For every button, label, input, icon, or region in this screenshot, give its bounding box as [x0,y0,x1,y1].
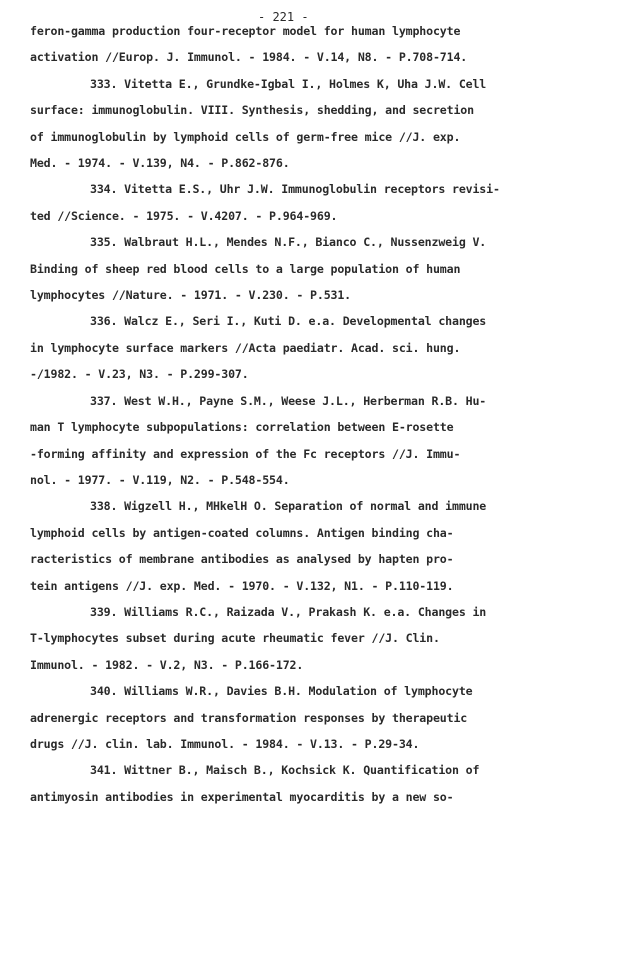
text-line: Immunol. - 1982. - V.2, N3. - P.166-172. [30,657,304,672]
reference-337: 337. West W.H., Payne S.M., Weese J.L., Herberman R.B. Hu- [90,393,487,408]
text-line: nol. - 1977. - V.119, N2. - P.548-554. [30,472,290,487]
reference-339: 339. Williams R.C., Raizada V., Prakash K. e.a. Changes in [90,604,487,619]
reference-333: 333. Vitetta E., Grundke-Igbal I., Holmes K, Uha J.W. Cell [90,76,487,91]
text-line: ted //Science. - 1975. - V.4207. - P.964-969. [30,208,338,223]
text-line: -/1982. - V.23, N3. - P.299-307. [30,367,249,382]
text-line: Binding of sheep red blood cells to a large population of human [30,261,461,276]
page-number: - 221 - [258,10,309,24]
text-line: T-lymphocytes subset during acute rheumatic fever //J. Clin. [30,631,440,646]
text-line: activation //Europ. J. Immunol. - 1984. - V.14, N8. - P.708-714. [30,50,468,65]
text-line: Med. - 1974. - V.139, N4. - P.862-876. [30,156,290,171]
text-line: lymphocytes //Nature. - 1971. - V.230. - P.531. [30,288,352,303]
text-line: surface: immunoglobulin. VIII. Synthesis, shedding, and secretion [30,103,474,118]
text-line: -forming affinity and expression of the Fc receptors //J. Immu- [30,446,461,461]
text-line: lymphoid cells by antigen-coated columns. Antigen binding cha- [30,525,454,540]
text-line: drugs //J. clin. lab. Immunol. - 1984. - V.13. - P.29-34. [30,736,420,751]
text-line: of immunoglobulin by lymphoid cells of germ-free mice //J. exp. [30,129,461,144]
reference-336: 336. Walcz E., Seri I., Kuti D. e.a. Developmental changes [90,314,487,329]
reference-341: 341. Wittner B., Maisch B., Kochsick K. Quantification of [90,763,480,778]
text-line: feron-gamma production four-receptor model for human lymphocyte [30,24,461,38]
text-line: tein antigens //J. exp. Med. - 1970. - V.132, N1. - P.110-119. [30,578,454,593]
text-line: racteristics of membrane antibodies as analysed by hapten pro- [30,552,454,567]
reference-334: 334. Vitetta E.S., Uhr J.W. Immunoglobulin receptors revisi- [90,182,500,197]
text-line: in lymphocyte surface markers //Acta paediatr. Acad. sci. hung. [30,340,461,355]
reference-list [30,18,598,810]
text-line: man T lymphocyte subpopulations: correlation between E-rosette [30,420,454,435]
text-line: antimyosin antibodies in experimental myocarditis by a new so- [30,789,454,804]
reference-335: 335. Walbraut H.L., Mendes N.F., Bianco C., Nussenzweig V. [90,235,487,250]
reference-338: 338. Wigzell H., MHkelH O. Separation of normal and immune [90,499,487,514]
text-line: adrenergic receptors and transformation responses by therapeutic [30,710,468,725]
reference-340: 340. Williams W.R., Davies B.H. Modulation of lymphocyte [90,684,473,699]
